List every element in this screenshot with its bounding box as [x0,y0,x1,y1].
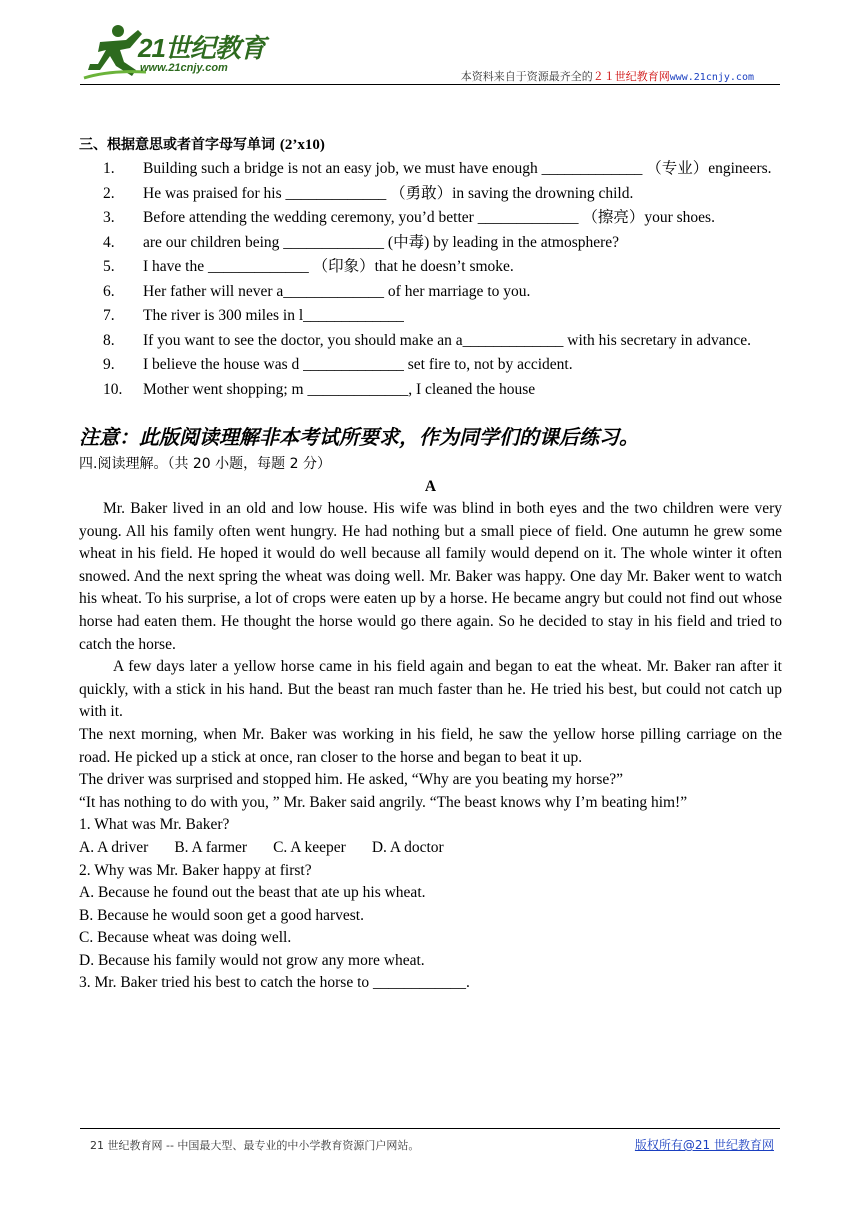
question-number: 4. [103,233,115,251]
header-note [461,68,754,84]
question-number: 5. [103,258,115,275]
answer-option: C. A keeper [273,838,346,856]
footer-copyright-link[interactable]: 版权所有@21 世纪教育网 [634,1138,774,1152]
footer-tagline: 21 世纪教育网 -- 中国最大型、最专业的中小学教育资源门户网站。 [90,1139,420,1152]
question-text: He was praised for his _____________ （勇敢）in saving the drowning child. [143,184,634,202]
question-text: I have the _____________ （印象）that he doesn’t smoke. [143,258,514,275]
header-divider [80,84,780,85]
question-text: Building such a bridge is not an easy job, we must have enough _____________ （专业）engineers. [143,160,772,177]
question-text: Her father will never a_____________ of her marriage to you. [143,282,531,300]
question-text: The river is 300 miles in l_____________ [143,307,404,324]
answer-option: B. Because he would soon get a good harvest. [79,906,364,924]
answer-option: D. A doctor [371,838,444,856]
question-text: Before attending the wedding ceremony, you’d better _____________ （擦亮）your shoes. [143,209,715,226]
question-number: 7. [103,307,115,324]
question-stem: 2. Why was Mr. Baker happy at first? [79,861,312,879]
passage-paragraph: The driver was surprised and stopped him. He asked, “Why are you beating my horse?” [79,771,624,789]
answer-option: D. Because his family would not grow any more wheat. [79,951,425,969]
section-3-score: (2’x10) [279,137,325,153]
logo-url: www.21cnjy.com [140,62,228,74]
logo-text: 21世纪教育 [138,33,265,63]
question-number: 1. [103,160,115,177]
question-number: 9. [103,356,115,373]
answer-option: A. A driver [79,838,149,856]
question-text: are our children being _____________ (中毒) by leading in the atmosphere? [143,233,620,251]
passage-paragraph: The next morning, when Mr. Baker was working in his field, he saw the yellow horse pilling carriage on the road. He picked up a stick at once, ran closer to the horse and began to beat it up. [79,725,782,766]
section-4-title: 四.阅读理解。（共 20 小题，每题 2 分） [79,456,331,472]
list-item [79,353,782,378]
passage-label: A [424,478,437,495]
answer-option: B. A farmer [174,838,248,856]
list-item [79,304,782,329]
list-item [79,182,782,207]
passage-paragraph: A few days later a yellow horse came in his field again and began to eat the wheat. Mr. Baker ran after it quickly, with a stick in his hand. But the beast ran much faster than he. He tried his best, but could not catch up with it. [79,658,782,721]
list-item [79,329,782,354]
question-number: 8. [103,331,115,349]
question-number: 3. [103,209,115,226]
answer-option: C. Because wheat was doing well. [79,929,292,947]
header-note-prefix: 本资料来自于资源最齐全的 [460,70,593,83]
list-item [79,206,782,231]
question-number: 10. [103,380,123,398]
answer-option: A. Because he found out the beast that ate up his wheat. [79,884,426,902]
question-stem: 3. Mr. Baker tried his best to catch the horse to ____________. [79,974,470,992]
question-text: If you want to see the doctor, you should make an a_____________ with his secretary in advance. [143,331,752,349]
notice-heading: 注意：此版阅读理解非本考试所要求，作为同学们的课后练习。 [79,425,639,449]
page-header [80,22,780,86]
passage-paragraph: Mr. Baker lived in an old and low house. His wife was blind in both eyes and the two children were very young. All his family often went hungry. He had nothing but a small piece of field. One autumn he grew some wheat in his field. He hoped it would do well because all family would depend on it. The whole winter it often snowed. And the next spring the wheat was doing well. Mr. Baker was happy. One day Mr. Baker went to watch his wheat. To his surprise, a lot of crops were eaten up by a horse. He became angry but could not find out whose horse had eaten them. He thought the horse would go there again. So he decided to stay in his field and tried to catch the horse. [79,500,782,653]
section-3-title-text: 三、根据意思或者首字母写单词 [79,137,275,153]
question-stem: 1. What was Mr. Baker? [79,816,230,834]
question-number: 2. [103,184,115,202]
header-note-brand: ２１世纪教育网 [592,70,670,83]
vocabulary-question-list [79,157,782,402]
list-item [79,157,782,182]
list-item [79,378,782,403]
header-note-link[interactable]: www.21cnjy.com [669,72,754,83]
passage-paragraph: “It has nothing to do with you, ” Mr. Baker said angrily. “The beast knows why I’m beating him!” [79,793,688,811]
document-body [79,133,782,995]
question-text: I believe the house was d _____________ set fire to, not by accident. [143,356,573,373]
site-logo[interactable] [80,22,310,84]
footer-divider [80,1128,780,1129]
section-3-title [79,133,782,157]
question-number: 6. [103,282,115,300]
answer-options-row [79,837,782,860]
list-item [79,231,782,256]
list-item [79,255,782,280]
question-text: Mother went shopping; m _____________, I cleaned the house [143,380,536,398]
list-item [79,280,782,305]
